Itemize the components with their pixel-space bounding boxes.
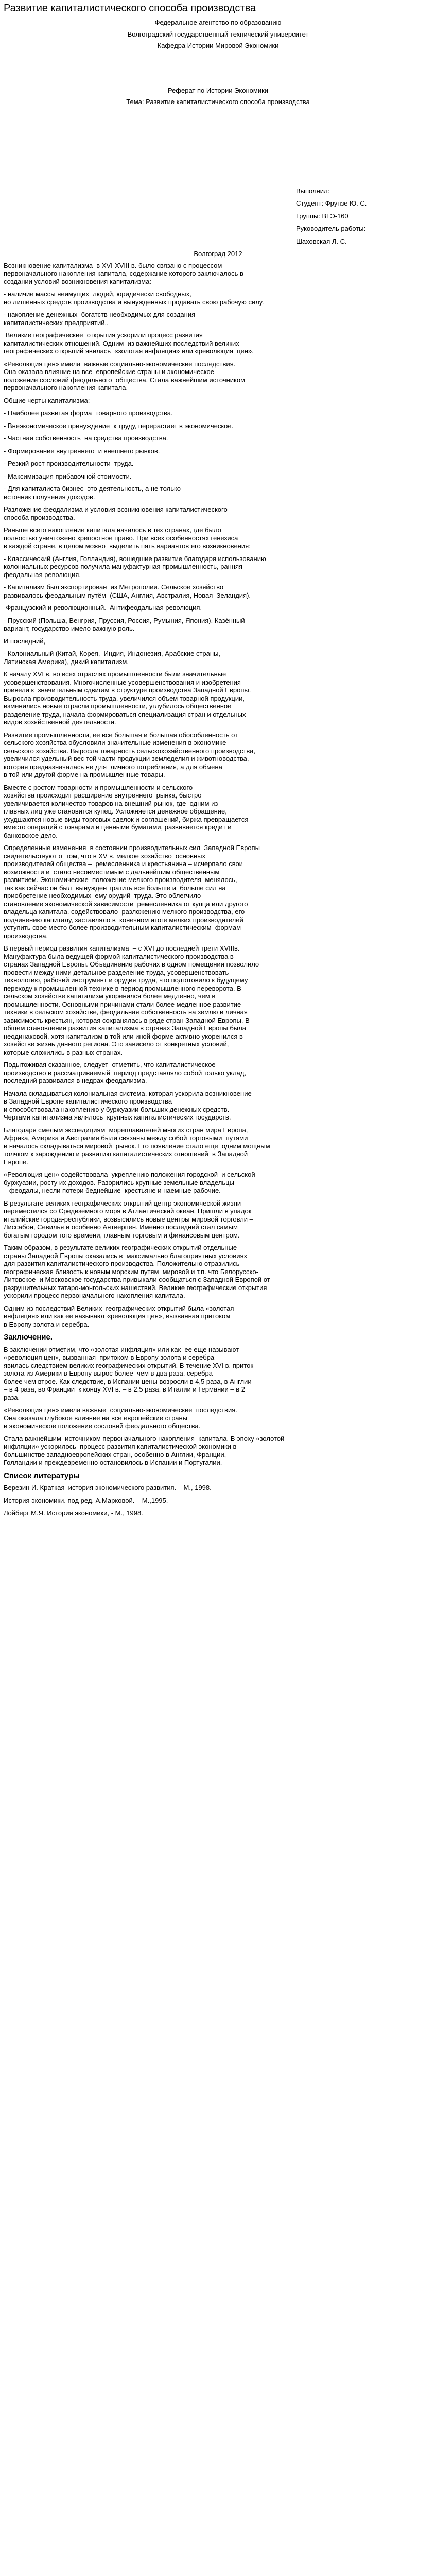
body-paragraph: Подытоживая сказанное, следует отметить, что капиталистическое производство в рассматриваемый период представляло собой только уклад, последний развивался в недрах феодализма. (4, 1061, 246, 1084)
conclusion-heading: Заключение. (4, 1333, 53, 1342)
body-paragraph: Великие географические открытия ускорили процесс развития капиталистических отношений. Одним из важнейших последствий великих географических открытий явилась «золотая инфляция» или «революция цен». (4, 331, 254, 355)
body-paragraph: - Классический (Англия, Голландия), вошедшие развитие благодаря использованию колониальных ресурсов получила мануфактурная промышленность, ранняя феодальная революция. (4, 554, 266, 579)
references-heading: Список литературы (4, 1471, 80, 1480)
reference-item: Лойберг М.Я. История экономики, - М., 1998. (4, 1509, 143, 1517)
paper-type: Реферат по Истории Экономики (167, 86, 269, 94)
reference-item: Березин И. Краткая история экономического развития. – М., 1998. (4, 1484, 212, 1492)
body-paragraph: - наличие массы неимущих людей, юридически свободных, но лишённых средств производства и вынужденных продавать свою рабочую силу. (4, 290, 264, 306)
body-paragraph: Одним из последствий Великих географических открытий была «золотая инфляция» или как ее называют «революция цен», вызванная притоком в Европу золота и серебра. (4, 1304, 234, 1328)
references-list (4, 1484, 432, 1517)
body-paragraph: - Прусский (Польша, Венгрия, Пруссия, Россия, Румыния, Япония). Казённый вариант, государство имело важную роль. (4, 616, 245, 632)
city-year: Волгоград 2012 (194, 250, 242, 258)
credits-line: Руководитель работы: (296, 225, 366, 232)
credits-line: Шаховская Л. С. (296, 237, 347, 245)
credits-line: Группы: ВТЭ-160 (296, 212, 348, 220)
body-paragraph: И последний, (4, 637, 46, 645)
body-paragraph: Раньше всего накопление капитала началось в тех странах, где было полностью уничтожено крепостное право. При всех особенностях генезиса в каждой стране, в целом можно выделить пять вариантов его возникновения: (4, 526, 251, 550)
reference-item: История экономики. под ред. А.Марковой. – М.,1995. (4, 1496, 168, 1504)
credits-line: Студент: Фрунзе Ю. С. (296, 199, 367, 207)
university-line: Волгоградский государственный технический университет (127, 30, 309, 38)
body-paragraph: - Наиболее развитая форма товарного производства. (4, 409, 173, 417)
body-paragraph: «Революция цен» содействовала укреплению положения городской и сельской буржуазии, росту их доходов. Разорились крупные земельные владельцы – феодалы, несли потери беднейшие крестьяне и наемные рабочие. (4, 1171, 255, 1194)
body-paragraph: - Частная собственность на средства производства. (4, 434, 168, 442)
body-paragraph: «Революция цен» имела важные социально-экономические последствия. Она оказала влияние на все европейские страны и экономическое положение сословий феодального общества. Стала важнейшим источником первоначального накопления капитала. (4, 360, 246, 392)
body-paragraph: - Максимизация прибавочной стоимости. (4, 472, 132, 480)
document-body (4, 262, 432, 1329)
credits-block (296, 187, 432, 246)
body-paragraph: Общие черты капитализма: (4, 396, 90, 404)
body-paragraph: - накопление денежных богатств необходимых для создания капиталистических предприятий.. (4, 311, 196, 327)
title-page (4, 19, 432, 258)
conclusion-paragraph: В заключении отметим, что «золотая инфляция» или как ее еще называют «революция цен», вызванная притоком в Европу золота и серебра явилась следствием великих географических открытий. В течение XVI в. приток золота из Америки в Европу вырос более чем в два раза, серебра – более чем втрое. Как следствие, в Испании цены возросли в 4,5 раза, в Англии – в 4 раза, во Франции к концу XVI в. – в 2,5 раза, в Италии и Германии – в 2 раза. (4, 1345, 254, 1401)
body-paragraph: Благодаря смелым экспедициям мореплавателей многих стран мира Европа, Африка, Америка и Австралия были связаны между собой торговыми путями и началось складываться мировой рынок. Его появление стало еще одним мощным толчком к зарождению и развитию капиталистических отношений в Западной Европе. (4, 1126, 270, 1166)
conclusion-body (4, 1346, 432, 1467)
body-paragraph: -Французский и революционный. Антифеодальная революция. (4, 604, 202, 612)
body-paragraph: Разложение феодализма и условия возникновения капиталистического способа производства. (4, 505, 228, 521)
conclusion-paragraph: «Революция цен» имела важные социально-экономические последствия. Она оказала глубокое влияние на все европейские страны и экономическое положение сословий феодального общества. (4, 1406, 237, 1430)
body-paragraph: Возникновение капитализма в XVI-XVIII в. было связано с процессом первоначального накопления капитала, содержание которого заключалось в создании условий возникновения капитализма: (4, 261, 243, 285)
body-paragraph: Определенные изменения в состоянии производительных сил Западной Европы свидетельствуют о том, что в XV в. мелкое хозяйство основных производителей общества – ремесленника и крестьянина – исчерпало свои возможности и стало несовместимым с дальнейшим общественным развитием. Экономические положение мелкого производителя менялось, так как сейчас он был вынужден тратить все больше и больше сил на приобретение необходимых ему орудий труда. Это облегчило становление экономической зависимости ремесленника от купца или другого владельца капитала, содействовало разложению мелкого производства, его подчинению капиталу, заставляло в конечном итоге мелких производителей уступить свое место более производительным капиталистическим формам производства. (4, 844, 260, 940)
body-paragraph: Таким образом, в результате великих географических открытий отдельные страны Западной Европы оказались в максимально благоприятных условиях для развития капиталистического производства. Положительно отразились географическая близость к новым морским путям мировой и т.п. что Белорусско- Литовское и Московское государства привыкали сообщаться с Западной Европой от разрушительных татаро-монгольских нашествий. Великие географические открытия ускорили процесс первоначального накопления капитала. (4, 1244, 270, 1299)
conclusion-paragraph: Стала важнейшим источником первоначального накопления капитала. В эпоху «золотой инфляции» ускорилось процесс развития капиталистической экономики в большинстве западноевропейских стран, особенно в Англии, Франции, Голландии и преждевременно остановилось в Испании и Португалии. (4, 1434, 285, 1466)
body-paragraph: Начала складываться колониальная система, которая ускорила возникновение в Западной Европе капиталистического производства и способствовала накоплению у буржуазии больших денежных средств. Чертами капитализма являлось крупных капиталистических государств. (4, 1089, 252, 1121)
body-paragraph: Развитие промышленности, ее все большая и большая обособленность от сельского хозяйства обусловили значительные изменения в экономике сельского хозяйства. Выросла товарность сельскохозяйственного производства, увеличился удельный вес той части продукции земледелия и животноводства, которая предназначалась не для личного потребления, а для обмена в той или другой форме на промышленные товары. (4, 731, 255, 778)
body-paragraph: - Резкий рост производительности труда. (4, 460, 134, 467)
body-paragraph: - Колониальный (Китай, Корея, Индия, Индонезия, Арабские страны, Латинская Америка), дикий капитализм. (4, 650, 221, 666)
body-paragraph: - Для капиталиста бизнес это деятельность, а не только источник получения доходов. (4, 485, 181, 501)
body-paragraph: В первый период развития капитализма – с XVI до последней трети XVIIIв. Мануфактура была ведущей формой капиталистического производства в странах Западной Европы. Объединение рабочих в одном помещении позволило провести между ними детальное разделение труда, усовершенствовать технологию, рабочий инструмент и орудия труда, что подготовило к будущему переходу к промышленной технике в период промышленного переворота. В сельском хозяйстве капитализм укоренился более медленно, чем в промышленности. Основными причинами стали более медленное развитие техники в сельском хозяйстве, феодальная собственность на землю и личная зависимость крестьян, которая сохранялась в ряде стран Западной Европы. В общем становлении развития капитализма в странах Западной Европы была неодинаковой, хотя капитализм в той или иной форме активно укоренился в хозяйстве жизнь данного региона. Это зависело от конкретных условий, которые сложились в разных странах. (4, 944, 259, 1056)
body-paragraph: - Внеэкономическое принуждение к труду, перерастает в экономическое. (4, 421, 234, 430)
department-line: Кафедра Истории Мировой Экономики (157, 42, 279, 49)
body-paragraph: Вместе с ростом товарности и промышленности и сельского хозяйства происходит расширение внутреннего рынка, быстро увеличивается количество товаров на внешний рынок, где одним из главных лиц уже становится купец. Усложняется денежное обращение, ухудшаются новые виды торговых сделок и соглашений, биржа превращается вместо операций с товарами и ценными бумагами, развивается кредит и банковское дело. (4, 783, 249, 839)
body-paragraph: - Формирование внутреннего и внешнего рынков. (4, 447, 160, 455)
document-title: Развитие капиталистического способа производства (4, 3, 256, 14)
credits-line: Выполнил: (296, 187, 330, 195)
body-paragraph: В результате великих географических открытий центр экономической жизни переместился со Средиземного моря в Атлантический океан. Пришли в упадок италийские города-республики, возвысились новые центры мировой торговли – Лиссабон, Севилья и особенно Антверпен. Именно последний стал самым богатым городом того времени, главным торговым и финансовым центром. (4, 1199, 253, 1239)
body-paragraph: - Капитализм был экспортирован из Метрополии. Сельское хозяйство развивалось феодальным путём (США, Англия, Австралия, Новая Зеландия). (4, 583, 251, 599)
paper-topic: Тема: Развитие капиталистического способа производства (126, 98, 310, 106)
agency-line: Федеральное агентство по образованию (154, 19, 282, 26)
body-paragraph: К началу XVI в. во всех отраслях промышленности были значительные усовершенствования. Многочисленные усовершенствования и изобретения привели к значительным сдвигам в структуре производства Западной Европы. Выросла производительность труда, увеличился объем товарной продукции, изменились новые отрасли промышленности, углубилось общественное разделение труда, начала формироваться специализация стран и отдельных видов хозяйственной деятельности. (4, 670, 251, 726)
